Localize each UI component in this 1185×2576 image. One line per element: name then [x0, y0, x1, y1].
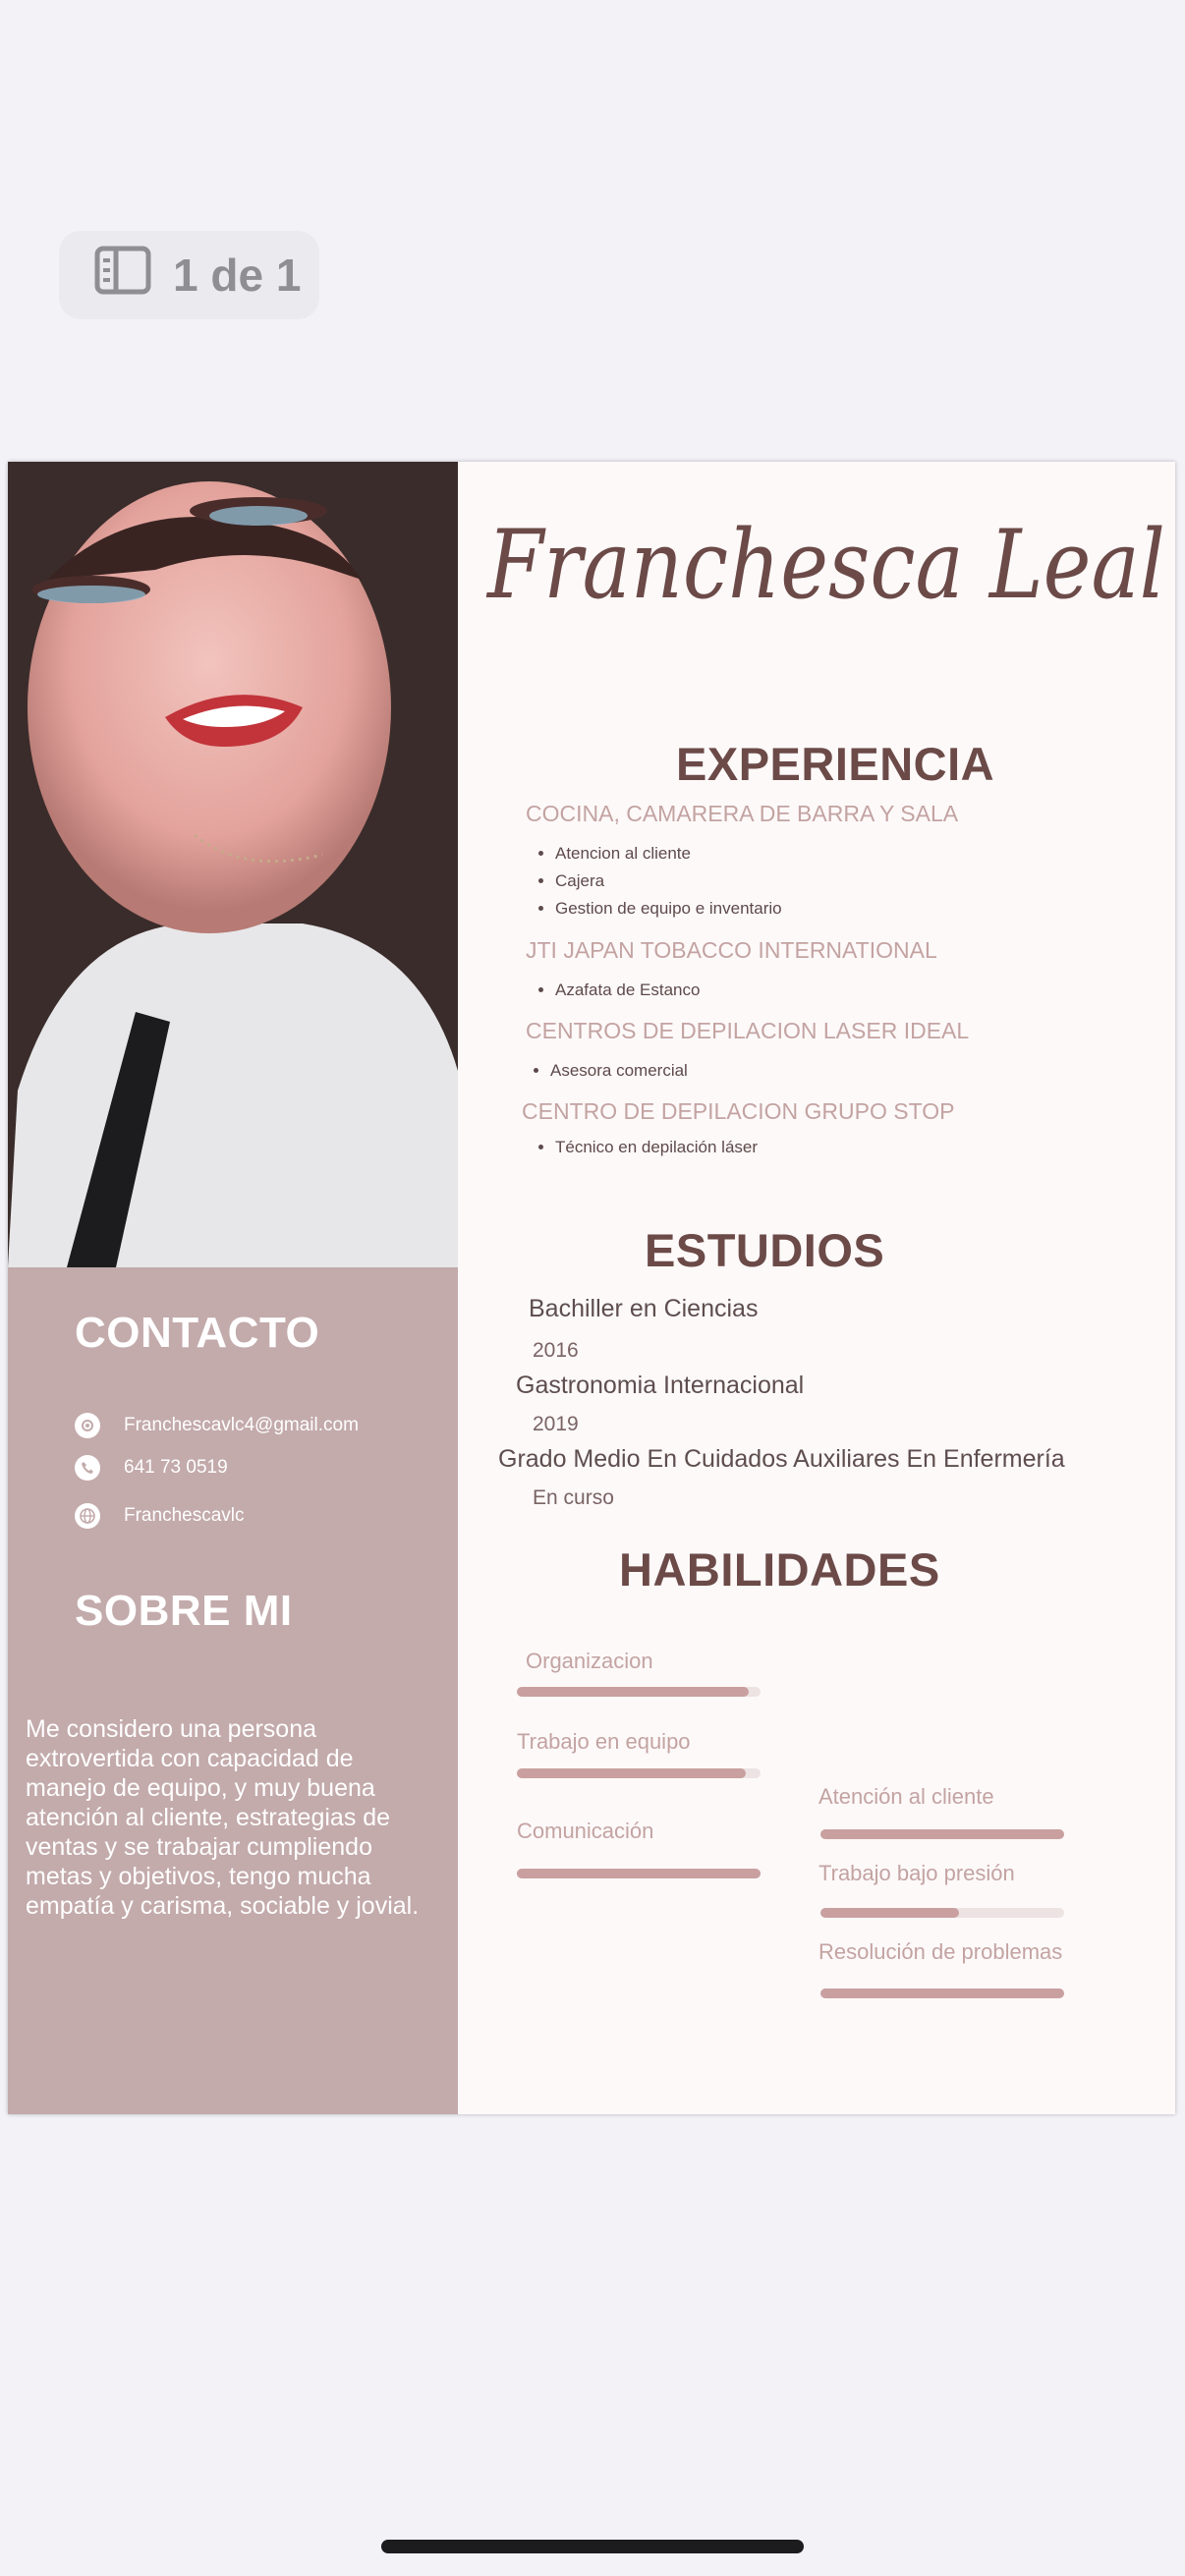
- contact-web[interactable]: Franchescavlc: [124, 1505, 245, 1526]
- education-item: Gastronomia Internacional: [516, 1372, 805, 1399]
- education-item: Bachiller en Ciencias: [529, 1295, 759, 1322]
- about-heading: SOBRE MI: [75, 1587, 293, 1635]
- home-indicator[interactable]: [381, 2540, 804, 2553]
- skill-bar-fill: [820, 1988, 1064, 1998]
- contact-email[interactable]: Franchescavlc4@gmail.com: [124, 1415, 359, 1435]
- education-year: 2019: [533, 1413, 579, 1435]
- job-duty: • Asesora comercial: [550, 1057, 688, 1085]
- skills-heading: HABILIDADES: [619, 1543, 940, 1596]
- about-text: Me considero una persona extrovertida con capacidad de manejo de equipo, y muy buena atención al cliente, estrategias de ventas y se trabajar cumpliendo metas y objetivos, tengo mucha empatía y carisma, sociable y jovial.: [26, 1715, 420, 1920]
- education-heading: ESTUDIOS: [645, 1224, 885, 1276]
- job-duties: [521, 1057, 688, 1085]
- name-title: [480, 491, 1167, 648]
- sidebar-toggle-icon: [94, 246, 151, 306]
- skill-label: Comunicación: [517, 1819, 654, 1843]
- contact-phone[interactable]: 641 73 0519: [124, 1457, 228, 1478]
- page-indicator-label: 1 de 1: [173, 250, 302, 301]
- job-title: JTI JAPAN TOBACCO INTERNATIONAL: [526, 937, 937, 963]
- job-duties: [526, 977, 700, 1004]
- page-indicator[interactable]: [59, 231, 319, 319]
- contact-web-row[interactable]: [75, 1503, 245, 1529]
- job-duty: • Cajera: [555, 868, 782, 895]
- skill-bar-fill: [820, 1908, 959, 1918]
- job-duties: [526, 840, 782, 923]
- skill-bar-fill: [820, 1829, 1064, 1839]
- skill-bar-fill: [517, 1768, 746, 1778]
- skill-bar-fill: [517, 1687, 749, 1697]
- skill-bar-fill: [517, 1869, 761, 1878]
- globe-icon: [75, 1503, 100, 1529]
- job-duty: • Azafata de Estanco: [555, 977, 700, 1004]
- skill-bar: [517, 1687, 761, 1697]
- job-title: CENTRO DE DEPILACION GRUPO STOP: [522, 1098, 955, 1124]
- education-item: Grado Medio En Cuidados Auxiliares En Enfermería: [498, 1445, 1065, 1473]
- education-year: 2016: [533, 1339, 579, 1362]
- contact-phone-row[interactable]: [75, 1455, 228, 1481]
- skill-label: Trabajo en equipo: [517, 1729, 691, 1754]
- experience-heading: EXPERIENCIA: [676, 738, 995, 790]
- skill-bar: [517, 1768, 761, 1778]
- job-title: COCINA, CAMARERA DE BARRA Y SALA: [526, 801, 959, 826]
- skill-label: Trabajo bajo presión: [818, 1861, 1015, 1885]
- skill-bar: [820, 1829, 1064, 1839]
- sidebar: [8, 462, 458, 2114]
- job-duty: • Atencion al cliente: [555, 840, 782, 868]
- job-title: CENTROS DE DEPILACION LASER IDEAL: [526, 1018, 970, 1043]
- education-year: En curso: [533, 1486, 614, 1509]
- skill-label: Atención al cliente: [818, 1784, 994, 1809]
- email-icon: [75, 1413, 100, 1438]
- job-duties: [526, 1134, 758, 1161]
- contact-heading: CONTACTO: [75, 1309, 320, 1357]
- contact-email-row[interactable]: [75, 1413, 359, 1438]
- skill-label: Resolución de problemas: [818, 1939, 1063, 1964]
- resume-page: [8, 462, 1175, 2114]
- phone-icon: [75, 1455, 100, 1481]
- profile-photo: [8, 462, 458, 1267]
- skill-bar: [517, 1869, 761, 1878]
- job-duty: • Gestion de equipo e inventario: [555, 895, 782, 923]
- skill-label: Organizacion: [526, 1649, 653, 1673]
- job-duty: • Técnico en depilación láser: [555, 1134, 758, 1161]
- name-text: Franchesca Leal: [485, 510, 1165, 620]
- skill-bar: [820, 1908, 1064, 1918]
- skill-bar: [820, 1988, 1064, 1998]
